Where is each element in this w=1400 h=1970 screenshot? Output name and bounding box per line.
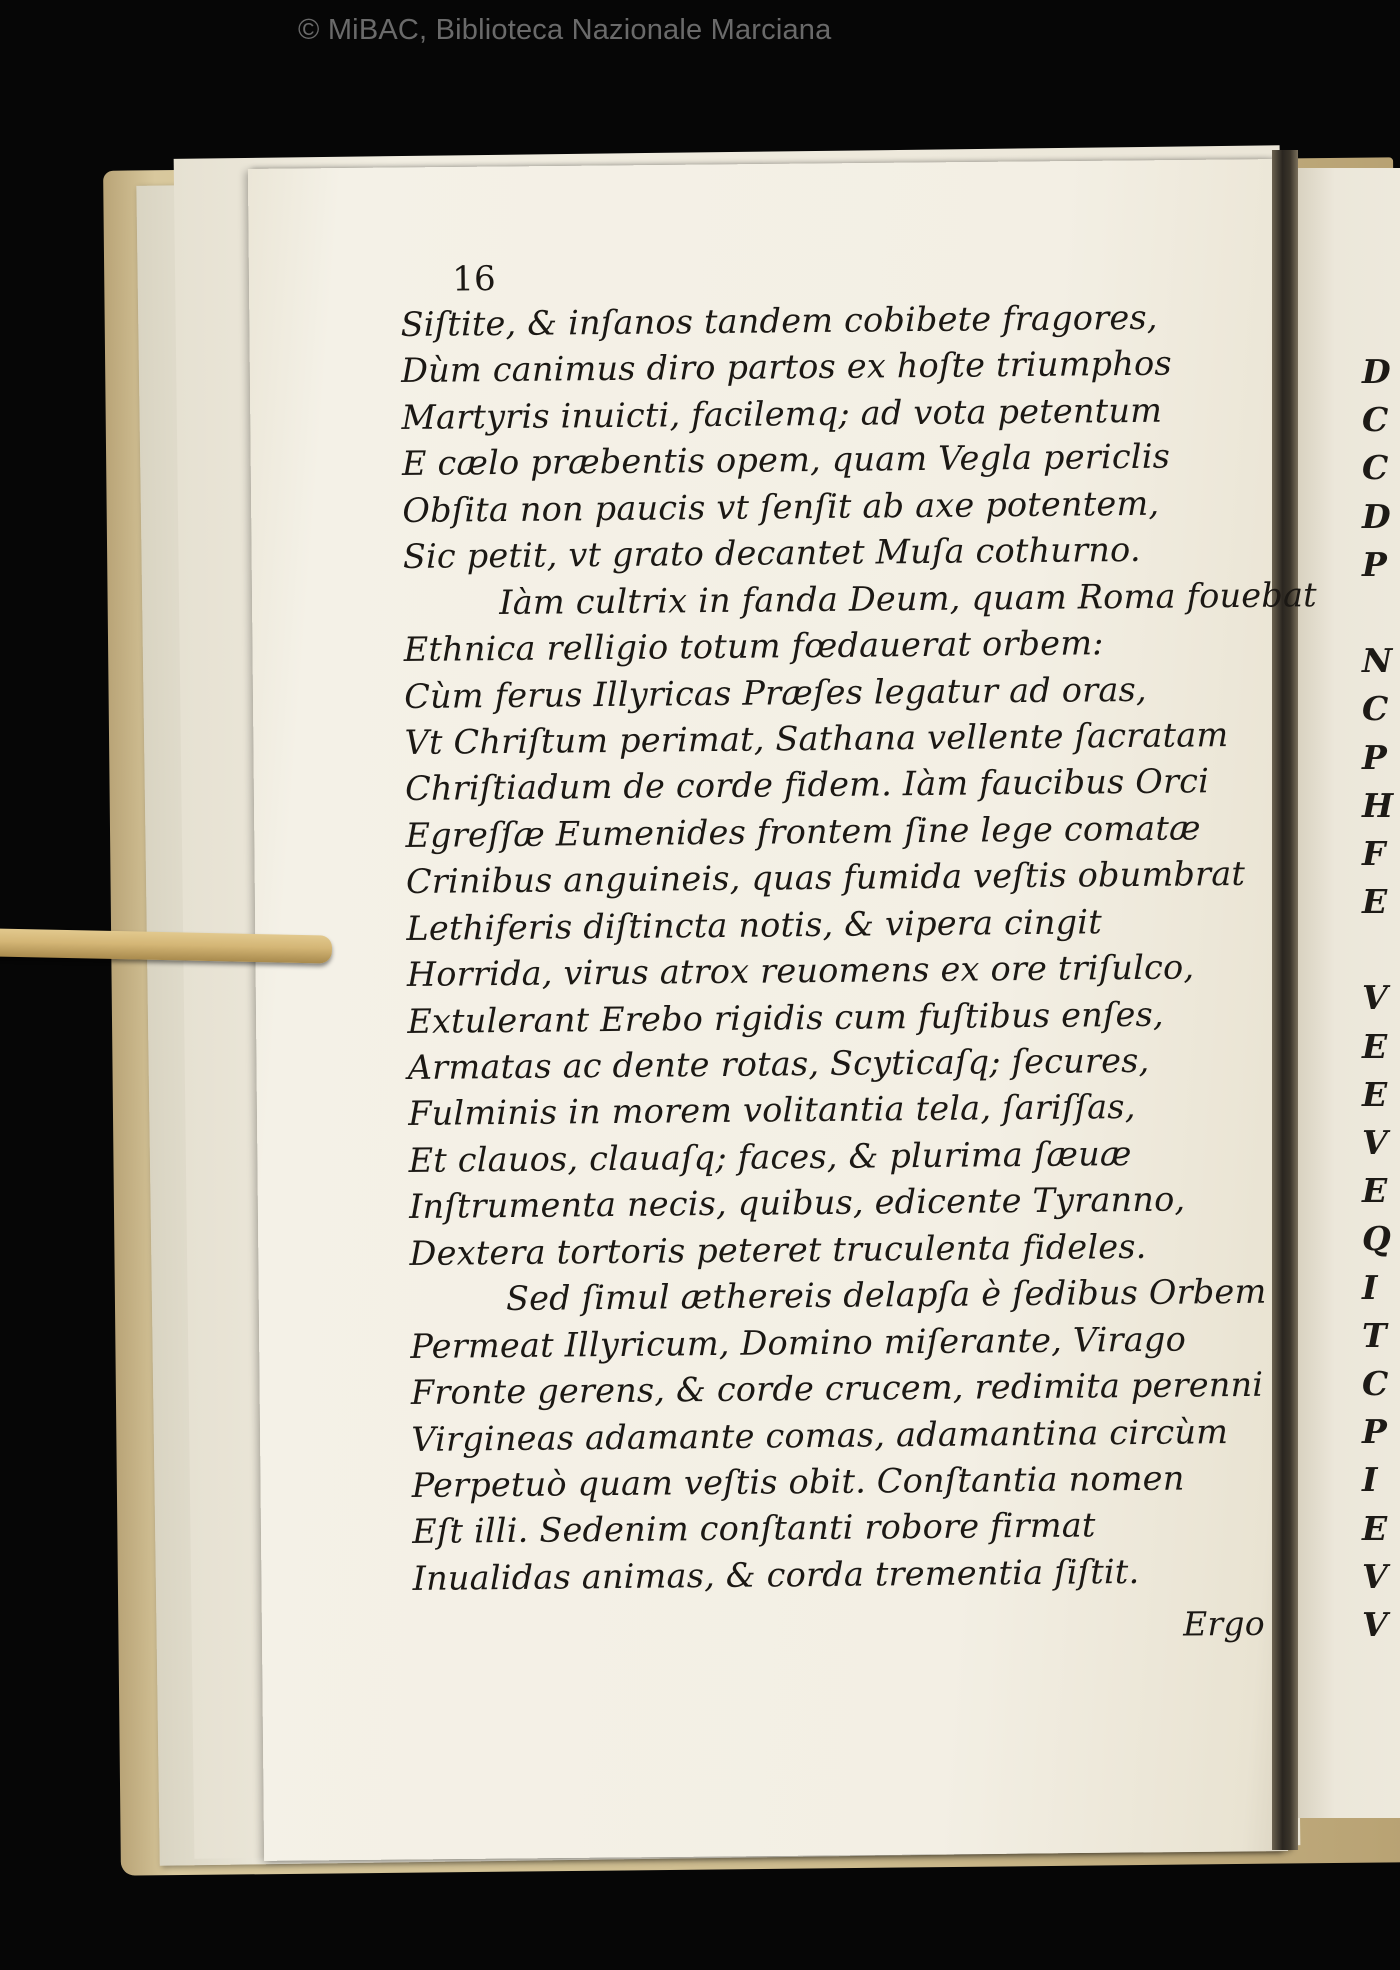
facing-page-initial: T [1362,1315,1387,1355]
facing-page-initial: E [1362,1508,1388,1548]
facing-page-initial: V [1362,1123,1388,1162]
facing-page-initial: D [1362,352,1391,391]
copyright-credit: © MiBAC, Biblioteca Nazionale Marciana [298,14,832,46]
facing-page-initial: E [1362,1171,1388,1211]
verse-line: Et clauos, clauaſq; faces, & plurima ſæuæ [408,1133,1132,1180]
bookmark-stick [0,928,332,963]
verse-line: Virgineas adamante comas, adamantina circùm [411,1411,1229,1459]
verse-line: Eſt illi. Sedenim conſtanti robore firmat [412,1505,1096,1552]
facing-page-initial: P [1362,737,1387,777]
verse-line: Lethiferis diſtincta notis, & vipera cingit [406,901,1103,948]
verse-line: Siſtite, & inſanos tandem cobibete fragores, [400,297,1158,344]
verse-line: Cùm ferus Illyricas Præſes legatur ad oras, [404,669,1147,716]
verse-line: Chriſtiadum de corde fidem. Iàm faucibus Orci [404,761,1210,809]
facing-page-initial: D [1362,496,1391,536]
verse-line: Dùm canimus diro partos ex hoſte triumphos [400,344,1172,391]
verse-line: Iàm cultrix in fanda Deum, quam Roma fouebat [499,574,1317,622]
verse-line: Extulerant Erebo rigidis cum fuſtibus enſes, [407,994,1164,1041]
facing-page-initial: P [1362,544,1387,584]
facing-page-initial: C [1362,400,1389,440]
facing-page-initial [1362,589,1400,637]
verse-line: Permeat Illyricum, Domino miſerante, Virago [410,1319,1187,1366]
verse-line: Ethnica relligio totum fœdauerat orbem: [403,623,1104,670]
facing-page-initial: E [1362,882,1388,922]
facing-page-initial: E [1362,1074,1388,1114]
facing-page-initial: I [1362,1267,1378,1307]
facing-page-text [1362,348,1400,1649]
verse-line: Fulminis in morem volitantia tela, ſariſſas, [408,1087,1136,1134]
verse-line: Horrida, virus atrox reuomens ex ore triſulco, [406,947,1195,995]
facing-page-initial: H [1362,785,1394,825]
verse-line: E cælo præbentis opem, quam Vegla periclis [401,436,1171,484]
facing-page-initial: P [1362,1412,1387,1452]
facing-page-initial: C [1362,1363,1389,1403]
verse-line: Sed ſimul æthereis delapſa è ſedibus Orbem [505,1271,1267,1319]
verse-line: Inualidas animas, & corda trementia ſiſtit. [412,1551,1140,1598]
verse-line: Dextera tortoris peteret truculenta fideles. [409,1226,1147,1273]
facing-page-initial: E [1362,1026,1388,1066]
verse-line: Martyris inuicti, facilemq; ad vota petentum [401,390,1163,437]
facing-page-initial: I [1362,1460,1378,1500]
page-number: 16 [452,259,497,300]
verse-line: Obſita non paucis vt ſenſit ab axe potentem, [402,483,1160,530]
facing-page-initial: N [1362,641,1393,681]
verse-line: Inſtrumenta necis, quibus, edicente Tyranno, [408,1179,1186,1227]
facing-page-initial [1362,926,1400,974]
verse-line: Egreſſæ Eumenides frontem ſine lege comatæ [405,808,1201,855]
facing-page-initial: V [1362,1556,1388,1596]
facing-page-initial: C [1362,689,1389,729]
verse-line: Armatas ac dente rotas, Scyticaſq; ſecures, [407,1040,1150,1087]
verse-line: Vt Chriſtum perimat, Sathana vellente ſacratam [404,715,1229,762]
facing-page-initial: C [1362,448,1389,488]
catchword: Ergo [1182,1604,1266,1644]
facing-page-initial: Q [1362,1219,1391,1259]
verse-line: Crinibus anguineis, quas fumida veſtis obumbrat [405,854,1246,902]
facing-page-initial: V [1362,1604,1388,1644]
verse-line: Fronte gerens, & corde crucem, redimita perenni [410,1364,1264,1413]
verse-line: Perpetuò quam veſtis obit. Conſtantia nomen [411,1458,1185,1505]
verse-lines [400,294,1317,1603]
facing-page-initial: V [1362,978,1388,1018]
verse-line: Sic petit, vt grato decantet Muſa cothurno. [402,530,1141,577]
facing-page-initial: F [1362,833,1386,873]
page-text-block [400,250,1317,1655]
